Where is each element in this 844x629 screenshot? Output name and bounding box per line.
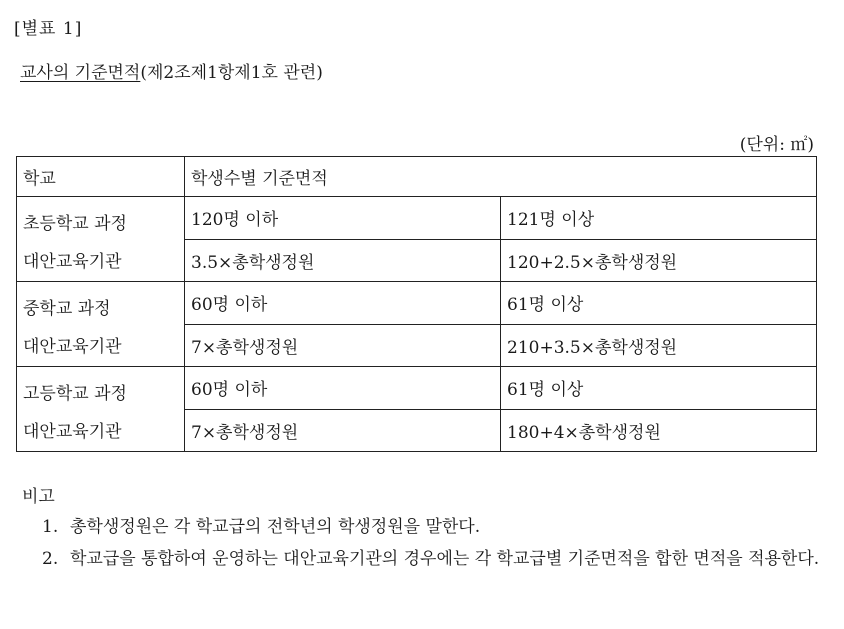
school-type-line: 대안교육기관	[23, 252, 122, 272]
formula-high: 180+4×총학생정원	[501, 409, 817, 452]
title-reference: (제2조제1항제1호 관련)	[140, 63, 323, 83]
attachment-label: [별표 1]	[14, 19, 83, 39]
school-level-line: 초등학교 과정	[23, 214, 127, 234]
formula-high: 120+2.5×총학생정원	[501, 239, 817, 282]
formula-low: 7×총학생정원	[185, 324, 501, 367]
school-level-cell	[17, 197, 185, 282]
table-header-row	[17, 157, 817, 197]
threshold-low: 60명 이하	[185, 367, 501, 410]
threshold-high: 61명 이상	[501, 367, 817, 410]
threshold-high: 61명 이상	[501, 282, 817, 325]
document-title	[20, 58, 323, 83]
item-number: 2.	[42, 549, 59, 569]
school-type-line: 대안교육기관	[23, 422, 122, 442]
school-type-line: 대안교육기관	[23, 337, 122, 357]
standard-area-table	[16, 156, 817, 452]
formula-low: 3.5×총학생정원	[185, 239, 501, 282]
school-level-line: 고등학교 과정	[23, 384, 127, 404]
formula-high: 210+3.5×총학생정원	[501, 324, 817, 367]
list-item	[22, 543, 822, 575]
threshold-low: 60명 이하	[185, 282, 501, 325]
threshold-low: 120명 이하	[185, 197, 501, 240]
formula-low: 7×총학생정원	[185, 409, 501, 452]
table-row	[17, 282, 817, 325]
item-number: 1.	[42, 517, 59, 537]
remarks-list	[22, 511, 822, 575]
list-item	[22, 511, 822, 543]
unit-label: (단위: ㎡)	[739, 135, 814, 155]
item-text: 총학생정원은 각 학교급의 전학년의 학생정원을 말한다.	[70, 517, 481, 537]
school-level-line: 중학교 과정	[23, 299, 111, 319]
table-row	[17, 367, 817, 410]
title-main: 교사의 기준면적	[20, 63, 141, 83]
remarks-heading: 비고	[22, 487, 55, 507]
threshold-high: 121명 이상	[501, 197, 817, 240]
remarks-section	[22, 482, 822, 575]
school-level-cell	[17, 367, 185, 452]
school-level-cell	[17, 282, 185, 367]
table-row	[17, 197, 817, 240]
header-school: 학교	[17, 157, 185, 197]
item-text: 학교급을 통합하여 운영하는 대안교육기관의 경우에는 각 학교급별 기준면적을 합한 면적을 적용한다.	[70, 549, 820, 569]
header-standard-area: 학생수별 기준면적	[185, 157, 817, 197]
